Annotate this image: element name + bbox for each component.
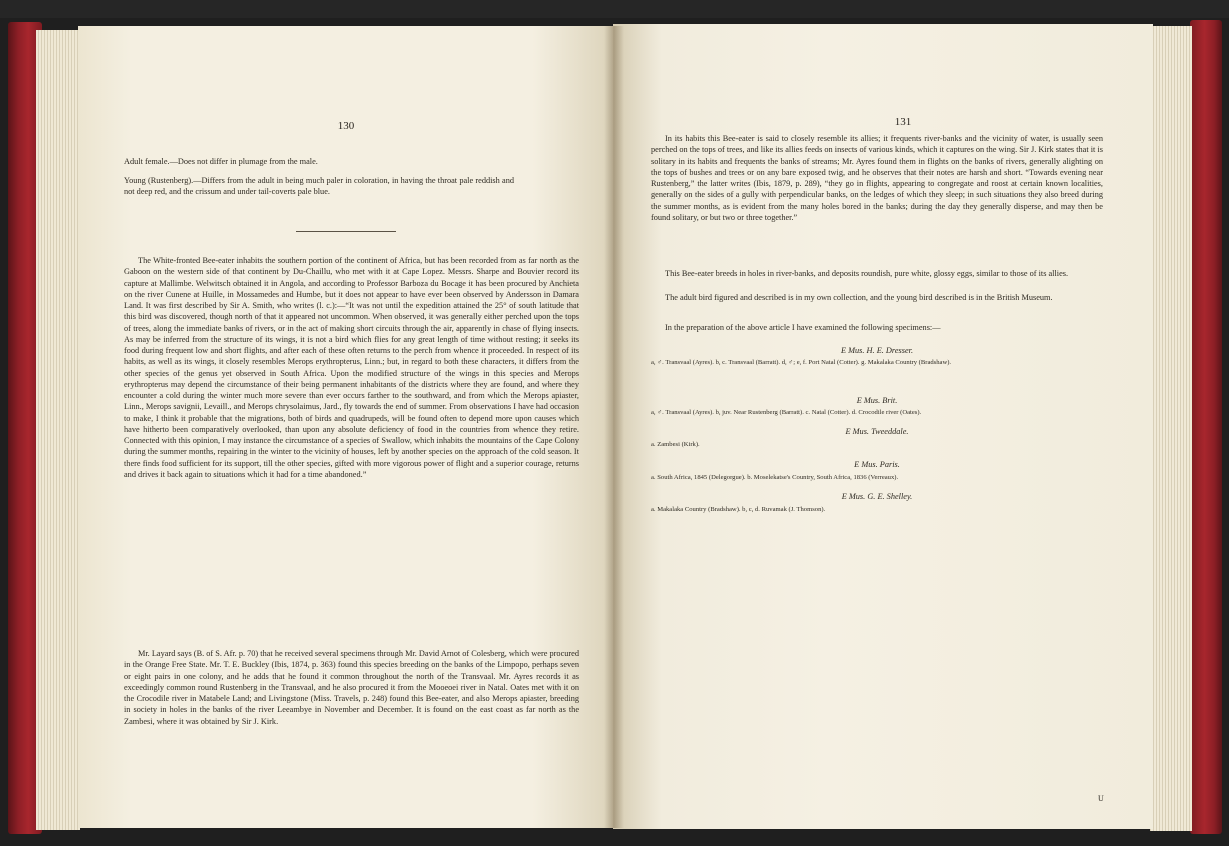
breeding-paragraph: This Bee-eater breeds in holes in river-banks, and deposits roundish, pure white, glossy eggs, similar to those of its allies. (665, 269, 1069, 278)
habits-paragraph: In its habits this Bee-eater is said to closely resemble its allies; it frequents river-banks and the vicinity of water, is usually seen perched on the tops of trees, and like its allies feeds on insects of various kinds, which it captures on the wing. Sir J. Kirk states that it is solitary in its habits and frequents the banks of streams; Mr. Ayres found them in flights on the banks of rivers, generally alighting on the tops of bushes and trees or on any bare exposed twig, and he observes that their notes are harsh and short. “Towards evening near Rustenberg,” the latter writes (Ibis, 1879, p. 289), “they go in flights, appearing to congregate and roost at certain known localities, generally on the sides of a gully with perpendicular banks, on the ledges of which they sleep; in such situations they also breed during the summer months, as is evident from the many holes bored in the banks; during the day they generally disperse, and may then be found solitary, or but two or three together.” (651, 134, 1103, 222)
book-cover-right (1190, 20, 1222, 834)
museum-heading-paris: E Mus. Paris. (854, 460, 900, 469)
left-page-number: 130 (337, 120, 355, 132)
main-paragraph-2: Mr. Layard says (B. of S. Afr. p. 70) that he received several specimens through Mr. David Arnot of Colesberg, which were procured in the Orange Free State. Mr. T. E. Buckley (Ibis, 1874, p. 363) found this species breeding on the banks of the Limpopo, perhaps seven or eight pairs in one colony, and he adds that he found it common throughout the north of the Transvaal. Mr. Ayres records it as exceedingly common round Rustenberg in the Transvaal, and he also procured it from the Mooeoei river in Natal. Oates met with it on the Crocodile river in Matabele Land; and Livingstone (Miss. Travels, p. 248) found this Bee-eater, and also Merops apiaster, breeding in society in holes in the banks of the river Leeambye in November and December. It is found on the east coast as far north as the Zambesi, where it was obtained by Sir J. Kirk. (124, 649, 579, 726)
right-page-number: 131 (894, 116, 912, 128)
signature-mark: U (1098, 794, 1104, 803)
museum-heading-brit: E Mus. Brit. (856, 396, 898, 405)
right-page (613, 24, 1153, 829)
specimens-brit: a, ♂. Transvaal (Ayres). b, juv. Near Rustenberg (Barratt). c. Natal (Cotter). d. Crocodile river (Oates). (651, 409, 922, 416)
specimens-dresser: a, ♂. Transvaal (Ayres). b, c. Transvaal (Barratt). d, ♂; e, f. Port Natal (Cotter). g. Makalaka Country (Bradshaw). (651, 359, 952, 366)
museum-heading-dresser: E Mus. H. E. Dresser. (840, 346, 914, 355)
page-edges-right (1150, 26, 1192, 831)
background-top (0, 0, 1229, 18)
book-gutter (604, 26, 624, 828)
adult-female-paragraph: Adult female.—Does not differ in plumage from the male. (124, 157, 318, 166)
specimens-intro: In the preparation of the above article I have examined the following specimens:— (665, 323, 941, 332)
section-divider (296, 231, 396, 232)
museum-heading-shelley: E Mus. G. E. Shelley. (841, 492, 913, 501)
museum-heading-tweeddale: E Mus. Tweeddale. (845, 427, 909, 436)
page-edges-left (36, 30, 80, 830)
specimens-shelley: a. Makalaka Country (Bradshaw). b, c, d. Ruvamak (J. Thomson). (651, 506, 826, 513)
collection-paragraph: The adult bird figured and described is in my own collection, and the young bird described is in the British Museum. (665, 293, 1053, 302)
left-page (78, 26, 613, 828)
young-paragraph: Young (Rustenberg).—Differs from the adult in being much paler in coloration, in having the throat pale reddish and not deep red, and the crissum and under tail-coverts pale blue. (124, 176, 514, 197)
specimens-tweeddale: a. Zambesi (Kirk). (651, 441, 700, 448)
main-paragraph-1: The White-fronted Bee-eater inhabits the southern portion of the continent of Africa, but has been recorded from as far north as the Gaboon on the western side of that continent by Du-Chaillu, who met with it at Cape Lopez. Messrs. Sharpe and Bouvier record its capture at Mallimbe. Welwitsch obtained it in Angola, and according to Professor Barboza du Bocage it has been procured by Anchieta on the river Cunene at Huille, in Mossamedes and Humbe, but it does not appear to have ever been observed by Andersson in Damara Land. It was first described by Sir A. Smith, who writes (l. c.):—“It was not until the expedition attained the 25° of south latitude that this bird was discovered, though north of that it appeared not uncommon. When observed, it was generally either perched upon the tops of trees, along the immediate banks of rivers, or in the act of making short circuits through the air, apparently in chase of flying insects. As may be inferred from the structure of its wings, it is not a bird which flies for any great length of time without resting; it seeks its food during frequent low and short flights, and after each of these often returns to the perch from whence it proceeded. In respect of its habits, as well as its wings, it closely resembles Merops erythropterus, Linn.; but, in regard to both these characters, it differs from the other species of the genus yet observed in South Africa. Upon the modified structure of the wings in this species and Merops erythropterus may depend the circumstance of their being permanent inhabitants of the districts where they are found, and where they encounter a cold during the winter much more severe than ever occurs farther to the southward, and from which the Merops apiaster, Linn., Merops savignii, Levaill., and Merops chrysolaimus, Jard., fly towards the end of summer. From observations I have had occasion to make, I think it probable that the migrations, both of birds and quadrupeds, will be found often to depend more upon causes which have hitherto been comparatively overlooked, than upon any absolute deficiency of food in the countries from whence they retire. Connected with this opinion, I may instance the circumstance of a species of Swallow, which inhabits the mountains of the Cape Colony during the summer months, repairing in the winter to the vicinity of houses, left by another species on the approach of the cold season. It there finds food sufficient for its support, till the other species, gifted with more vigorous power of flight and a superior courage, returns and drives it back again to situations which it had for a time abandoned.” (124, 256, 579, 479)
specimens-paris: a. South Africa, 1845 (Delegorgue). b. Moselekatse's Country, South Africa, 1836 (Verreaux). (651, 474, 899, 481)
